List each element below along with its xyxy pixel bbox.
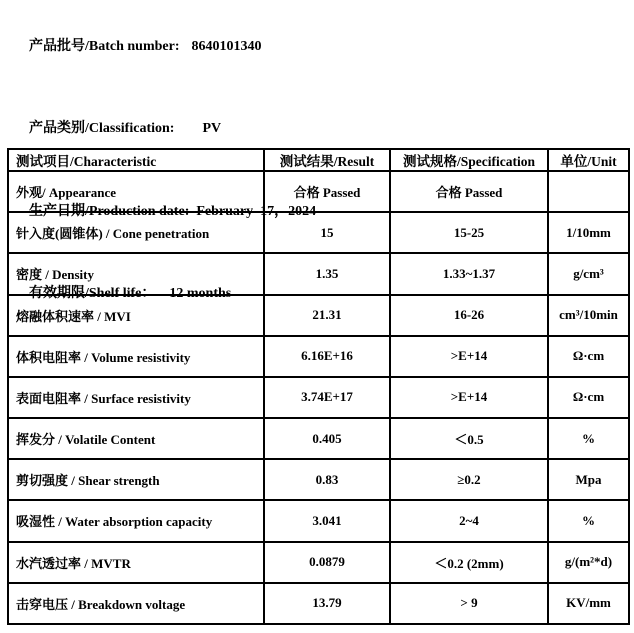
classification-value: PV: [202, 121, 222, 136]
table-row-appearance: [8, 171, 629, 212]
table-row-volume-resistivity: [8, 336, 629, 377]
cell-specification: 2~4: [390, 500, 548, 541]
batch-number-value: 8640101340: [191, 38, 262, 54]
shelf-life-label: 有效期限/Shelf life：: [29, 286, 156, 301]
cell-result: 合格 Passed: [264, 171, 390, 212]
cell-specification: 15-25: [390, 212, 548, 253]
table-row-shear-strength: [8, 459, 629, 500]
classification-label: 产品类别/Classification:: [29, 121, 175, 136]
column-header-result: 测试结果/Result: [264, 149, 390, 171]
column-header-unit: 单位/Unit: [548, 149, 629, 171]
cell-result: 0.0879: [264, 542, 390, 583]
cell-unit: %: [548, 418, 629, 459]
cell-specification: ≥0.2: [390, 459, 548, 500]
table-row-cone-penetration: [8, 212, 629, 253]
table-header-row: [8, 149, 629, 171]
cell-characteristic: 熔融体积速率 / MVI: [8, 295, 264, 336]
cell-result: 21.31: [264, 295, 390, 336]
cell-characteristic: 针入度(圆锥体) / Cone penetration: [8, 212, 264, 253]
cell-result: 13.79: [264, 583, 390, 624]
cell-characteristic: 挥发分 / Volatile Content: [8, 418, 264, 459]
table-row-volatile-content: [8, 418, 629, 459]
cell-specification: >E+14: [390, 377, 548, 418]
cell-characteristic: 密度 / Density: [8, 253, 264, 294]
cell-characteristic: 水汽透过率 / MVTR: [8, 542, 264, 583]
cell-unit: Mpa: [548, 459, 629, 500]
cell-characteristic: 吸湿性 / Water absorption capacity: [8, 500, 264, 541]
table-row-surface-resistivity: [8, 377, 629, 418]
cell-characteristic: 剪切强度 / Shear strength: [8, 459, 264, 500]
cell-characteristic: 体积电阻率 / Volume resistivity: [8, 336, 264, 377]
cell-specification: ＜0.2 (2mm): [390, 542, 548, 583]
cell-specification: 合格 Passed: [390, 171, 548, 212]
production-date-label: 生产日期/Production date:: [29, 203, 190, 219]
column-header-characteristic: 测试项目/Characteristic: [8, 149, 264, 171]
cell-unit: cm³/10min: [548, 295, 629, 336]
production-date-value: February 17，2024: [196, 203, 317, 219]
cell-unit: KV/mm: [548, 583, 629, 624]
cell-specification: 16-26: [390, 295, 548, 336]
cell-result: 0.83: [264, 459, 390, 500]
cell-result: 15: [264, 212, 390, 253]
batch-number-line: [8, 5, 316, 88]
cell-unit: 1/10mm: [548, 212, 629, 253]
cell-unit: Ω·cm: [548, 336, 629, 377]
cell-unit: g/cm³: [548, 253, 629, 294]
cell-characteristic: 外观/ Appearance: [8, 171, 264, 212]
table-row-breakdown-voltage: [8, 583, 629, 624]
cell-unit: g/(m²*d): [548, 542, 629, 583]
cell-specification: 1.33~1.37: [390, 253, 548, 294]
cell-result: 3.74E+17: [264, 377, 390, 418]
cell-result: 1.35: [264, 253, 390, 294]
shelf-life-value: 12 months: [169, 286, 232, 301]
table-row-water-absorption: [8, 500, 629, 541]
cell-result: 0.405: [264, 418, 390, 459]
cell-specification: > 9: [390, 583, 548, 624]
cell-result: 6.16E+16: [264, 336, 390, 377]
column-header-specification: 测试规格/Specification: [390, 149, 548, 171]
table-row-mvi: [8, 295, 629, 336]
cell-characteristic: 表面电阻率 / Surface resistivity: [8, 377, 264, 418]
batch-number-label: 产品批号/Batch number:: [29, 38, 180, 54]
table-row-density: [8, 253, 629, 294]
table-row-mvtr: [8, 542, 629, 583]
cell-characteristic: 击穿电压 / Breakdown voltage: [8, 583, 264, 624]
cell-unit: Ω·cm: [548, 377, 629, 418]
cell-specification: >E+14: [390, 336, 548, 377]
cell-unit: %: [548, 500, 629, 541]
test-results-table: [7, 148, 630, 625]
cell-specification: ＜0.5: [390, 418, 548, 459]
cell-unit: [548, 171, 629, 212]
cell-result: 3.041: [264, 500, 390, 541]
